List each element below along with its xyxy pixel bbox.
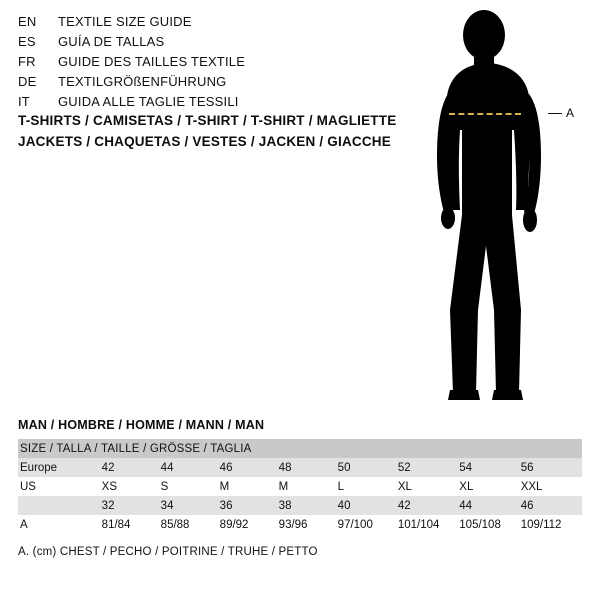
size-table-section [18, 418, 582, 558]
language-code: EN [18, 14, 37, 29]
table-cell: 34 [161, 496, 220, 515]
row-label [18, 496, 102, 515]
chest-callout [548, 106, 575, 120]
table-cell: 93/96 [279, 515, 338, 534]
table-cell: 48 [279, 458, 338, 477]
table-cell: XL [459, 477, 520, 496]
table-cell: 56 [521, 458, 582, 477]
language-text: GUÍA DE TALLAS [58, 34, 165, 49]
table-cell: 101/104 [398, 515, 459, 534]
table-cell: 44 [459, 496, 520, 515]
size-table [18, 439, 582, 534]
language-code: ES [18, 34, 36, 49]
measurement-note: A. (cm) CHEST / PECHO / POITRINE / TRUHE / PETTO [18, 546, 318, 558]
table-cell: M [279, 477, 338, 496]
table-cell: 36 [220, 496, 279, 515]
male-silhouette-figure [420, 10, 590, 405]
language-row [18, 74, 398, 94]
table-cell: L [338, 477, 398, 496]
table-cell: 38 [279, 496, 338, 515]
language-text: TEXTILE SIZE GUIDE [58, 14, 192, 29]
table-cell: S [161, 477, 220, 496]
table-cell: XL [398, 477, 459, 496]
language-text: TEXTILGRÖßENFÜHRUNG [58, 74, 227, 89]
silhouette-icon [420, 10, 590, 405]
language-code: IT [18, 94, 30, 109]
category-jackets: JACKETS / CHAQUETAS / VESTES / JACKEN / GIACCHE [18, 134, 391, 149]
table-cell: 109/112 [521, 515, 582, 534]
row-label: US [18, 477, 102, 496]
table-header-row [18, 439, 582, 458]
table-cell: 44 [161, 458, 220, 477]
table-row [18, 477, 582, 496]
language-code: DE [18, 74, 37, 89]
table-cell: 54 [459, 458, 520, 477]
callout-dash-icon [548, 113, 562, 114]
table-cell: 89/92 [220, 515, 279, 534]
table-cell: 97/100 [338, 515, 398, 534]
language-row [18, 54, 398, 74]
table-row [18, 515, 582, 534]
table-cell: 81/84 [102, 515, 161, 534]
language-list [18, 14, 398, 114]
chest-measure-line [449, 113, 521, 115]
table-title: MAN / HOMBRE / HOMME / MANN / MAN [18, 418, 265, 432]
table-cell: 105/108 [459, 515, 520, 534]
category-tshirts: T-SHIRTS / CAMISETAS / T-SHIRT / T-SHIRT / MAGLIETTE [18, 113, 397, 128]
table-cell: 40 [338, 496, 398, 515]
table-cell: 46 [220, 458, 279, 477]
language-row [18, 14, 398, 34]
table-header-label: SIZE / TALLA / TAILLE / GRÖSSE / TAGLIA [18, 439, 582, 458]
callout-label: A [566, 106, 575, 120]
table-cell: XS [102, 477, 161, 496]
language-text: GUIDA ALLE TAGLIE TESSILI [58, 94, 239, 109]
table-cell: XXL [521, 477, 582, 496]
language-text: GUIDE DES TAILLES TEXTILE [58, 54, 246, 69]
table-cell: 85/88 [161, 515, 220, 534]
table-cell: 46 [521, 496, 582, 515]
table-cell: 52 [398, 458, 459, 477]
row-label: Europe [18, 458, 102, 477]
table-cell: M [220, 477, 279, 496]
language-row [18, 34, 398, 54]
language-code: FR [18, 54, 36, 69]
table-cell: 50 [338, 458, 398, 477]
table-row [18, 496, 582, 515]
table-cell: 42 [102, 458, 161, 477]
table-cell: 42 [398, 496, 459, 515]
row-label: A [18, 515, 102, 534]
table-row [18, 458, 582, 477]
table-cell: 32 [102, 496, 161, 515]
category-headings [18, 110, 438, 152]
